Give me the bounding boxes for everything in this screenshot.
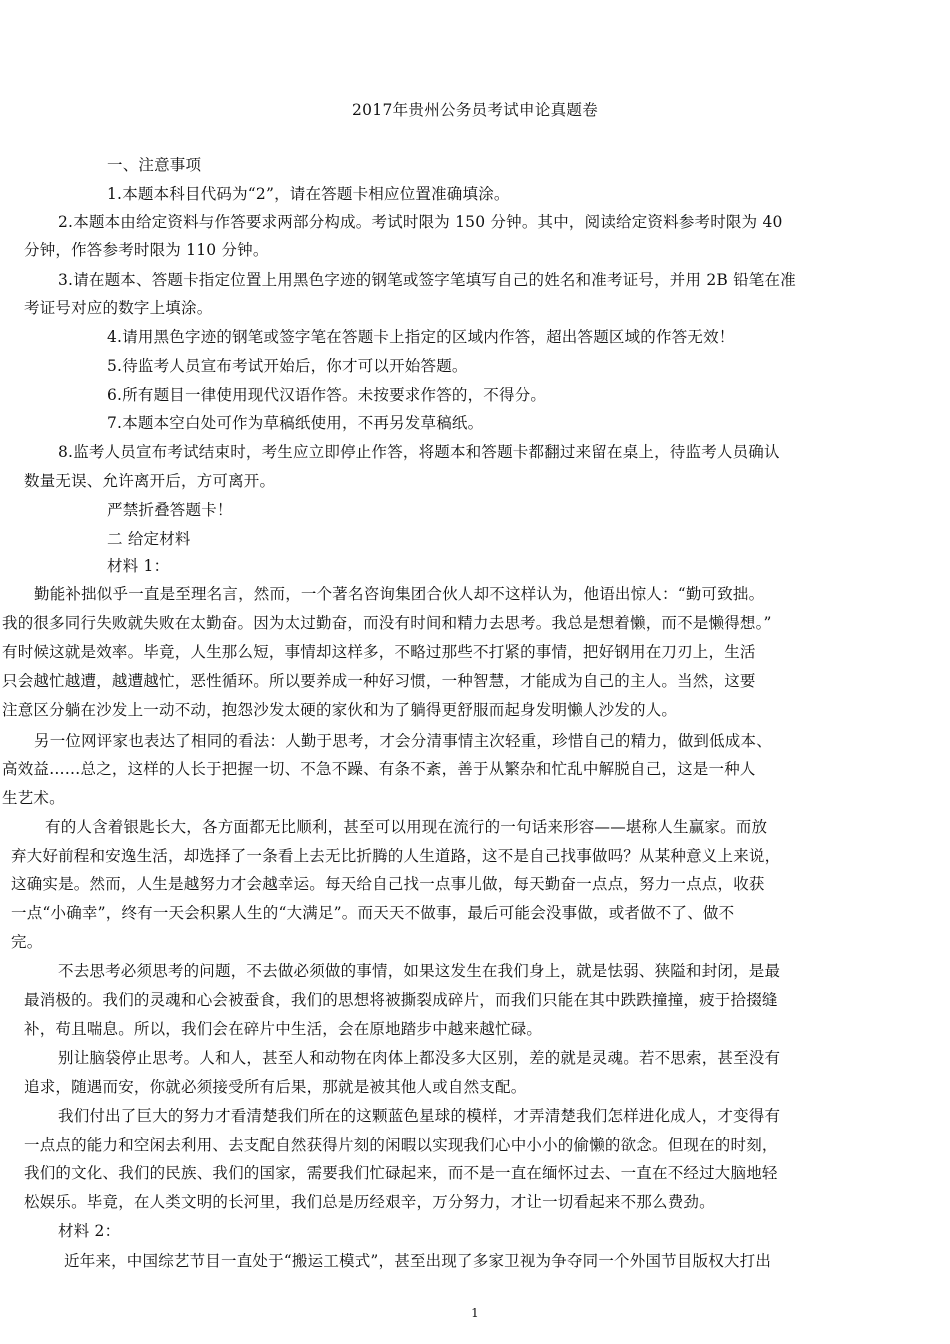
- text-line: 追求，随遇而安，你就必须接受所有后果，那就是被其他人或自然支配。: [24, 1078, 527, 1096]
- text-line: 严禁折叠答题卡！: [107, 501, 233, 519]
- text-line: 完。: [11, 933, 43, 951]
- text-line: 考证号对应的数字上填涂。: [24, 299, 213, 317]
- section-heading: 二 给定材料: [107, 530, 191, 548]
- text-line: 有时候这就是效率。毕竟，人生那么短，事情却这样多，不略过那些不打紧的事情，把好钢用在刀刃上，生活: [2, 643, 756, 661]
- text-line: 近年来，中国综艺节目一直处于“搬运工模式”，甚至出现了多家卫视为争夺同一个外国节目版权大打出: [64, 1252, 772, 1270]
- text-line: 最消极的。我们的灵魂和心会被蚕食，我们的思想将被撕裂成碎片，而我们只能在其中跌跌撞撞，疲于拾掇缝: [24, 991, 778, 1009]
- text-line: 2.本题本由给定资料与作答要求两部分构成。考试时限为 150 分钟。其中，阅读给定资料参考时限为 40: [58, 213, 783, 231]
- text-line: 这确实是。然而，人生是越努力才会越幸运。每天给自己找一点事儿做，每天勤奋一点点，努力一点点，收获: [11, 875, 765, 893]
- material-heading: 材料 2：: [58, 1222, 121, 1240]
- text-line: 补，苟且喘息。所以，我们会在碎片中生活，会在原地踏步中越来越忙碌。: [24, 1020, 543, 1038]
- text-line: 别让脑袋停止思考。人和人，甚至人和动物在肉体上都没多大区别，差的就是灵魂。若不思索，甚至没有: [58, 1049, 781, 1067]
- text-line: 5.待监考人员宣布考试开始后，你才可以开始答题。: [107, 357, 468, 375]
- text-line: 分钟，作答参考时限为 110 分钟。: [24, 241, 269, 259]
- text-line: 我们的文化、我们的民族、我们的国家，需要我们忙碌起来，而不是一直在缅怀过去、一直在不经过大脑地轻: [24, 1164, 778, 1182]
- text-line: 一、注意事项: [107, 156, 202, 174]
- text-line: 松娱乐。毕竟，在人类文明的长河里，我们总是历经艰辛，万分努力，才让一切看起来不那么费劲。: [24, 1193, 715, 1211]
- text-line: 生艺术。: [2, 789, 65, 807]
- text-line: 弃大好前程和安逸生活，却选择了一条看上去无比折腾的人生道路，这不是自己找事做吗？从某种意义上来说，: [11, 847, 781, 865]
- text-line: 另一位网评家也表达了相同的看法：人勤于思考，才会分清事情主次轻重，珍惜自己的精力，做到低成本、: [34, 732, 772, 750]
- text-line: 一点点的能力和空闲去利用、去支配自然获得片刻的闲暇以实现我们心中小小的偷懒的欲念。但现在的时刻，: [24, 1136, 778, 1154]
- text-line: 6.所有题目一律使用现代汉语作答。未按要求作答的，不得分。: [107, 386, 547, 404]
- text-line: 勤能补拙似乎一直是至理名言，然而，一个著名咨询集团合伙人却不这样认为，他语出惊人：“勤可致拙。: [34, 585, 765, 603]
- text-line: 我的很多同行失败就失败在太勤奋。因为太过勤奋，而没有时间和精力去思考。我总是想着懒，而不是懒得想。”: [2, 614, 772, 632]
- text-line: 数量无误、允许离开后，方可离开。: [24, 472, 276, 490]
- text-line: 8.监考人员宣布考试结束时，考生应立即停止作答，将题本和答题卡都翻过来留在桌上，待监考人员确认: [58, 443, 780, 461]
- text-line: 3.请在题本、答题卡指定位置上用黑色字迹的钢笔或签字笔填写自己的姓名和准考证号，并用 2B 铅笔在准: [58, 271, 796, 289]
- document-title: 2017年贵州公务员考试申论真题卷: [351, 101, 599, 119]
- text-line: 7.本题本空白处可作为草稿纸使用，不再另发草稿纸。: [107, 414, 484, 432]
- text-line: 只会越忙越遭，越遭越忙，恶性循环。所以要养成一种好习惯，一种智慧，才能成为自己的主人。当然，这要: [2, 672, 756, 690]
- text-line: 1.本题本科目代码为“2”，请在答题卡相应位置准确填涂。: [107, 185, 510, 203]
- text-line: 高效益……总之，这样的人长于把握一切、不急不躁、有条不紊，善于从繁杂和忙乱中解脱自己，这是一种人: [2, 760, 756, 778]
- text-line: 有的人含着银匙长大，各方面都无比顺利，甚至可以用现在流行的一句话来形容——堪称人生赢家。而放: [45, 818, 768, 836]
- text-line: 4.请用黑色字迹的钢笔或签字笔在答题卡上指定的区域内作答，超出答题区域的作答无效！: [107, 328, 735, 346]
- text-line: 注意区分躺在沙发上一动不动，抱怨沙发太硬的家伙和为了躺得更舒服而起身发明懒人沙发的人。: [2, 701, 678, 719]
- text-line: 不去思考必须思考的问题，不去做必须做的事情，如果这发生在我们身上，就是怯弱、狭隘和封闭，是最: [58, 962, 781, 980]
- material-heading: 材料 1：: [107, 557, 170, 575]
- text-line: 一点“小确幸”，终有一天会积累人生的“大满足”。而天天不做事，最后可能会没事做，或者做不了、做不: [11, 904, 735, 922]
- text-line: 我们付出了巨大的努力才看清楚我们所在的这颗蓝色星球的模样，才弄清楚我们怎样进化成人，才变得有: [58, 1107, 781, 1125]
- page-number: 1: [471, 1306, 479, 1320]
